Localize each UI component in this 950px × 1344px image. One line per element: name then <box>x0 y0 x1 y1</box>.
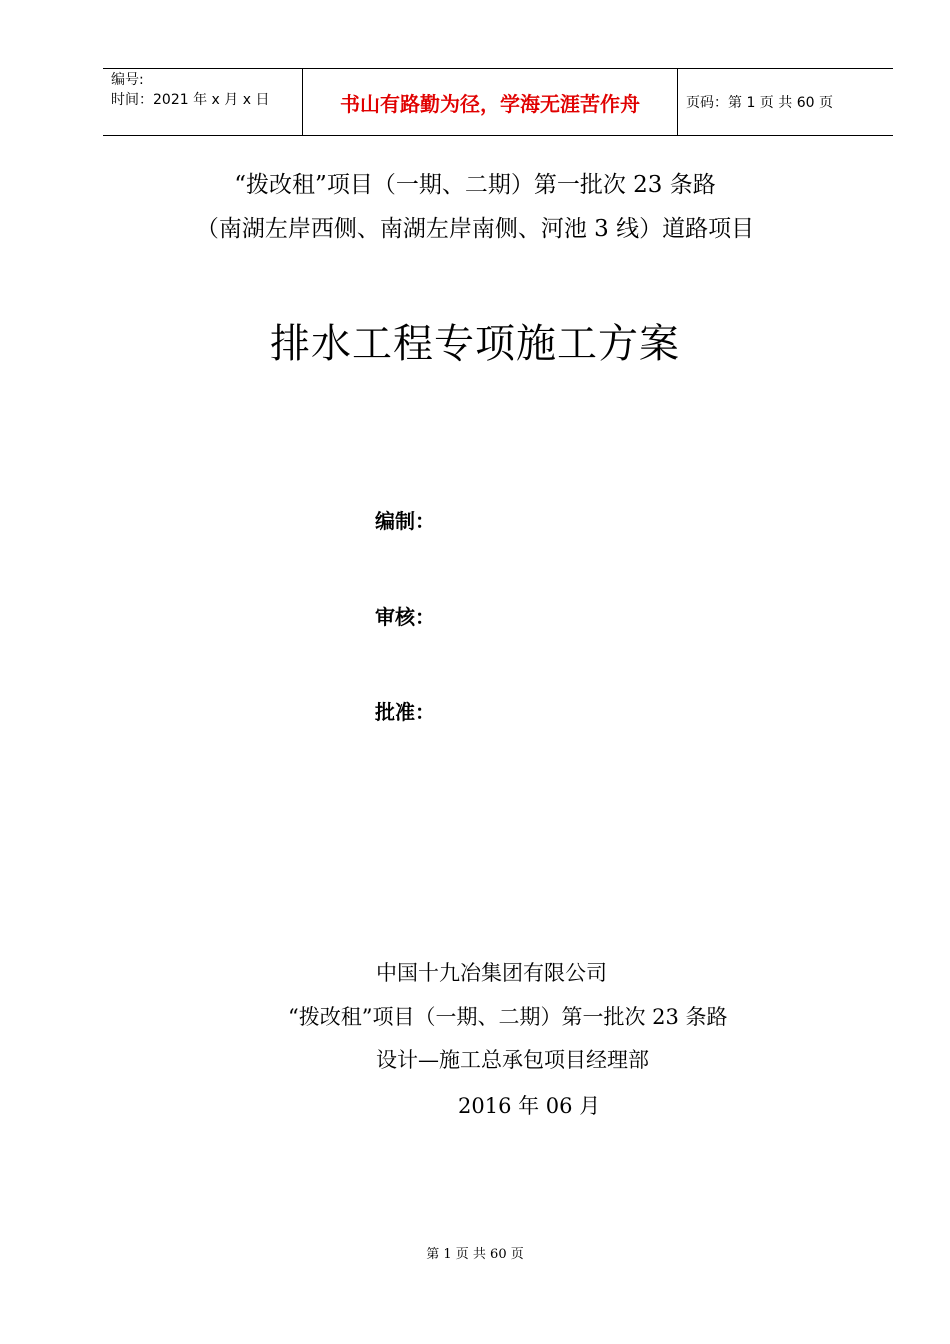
project-title-line-1: “拨改租”项目（一期、二期）第一批次 23 条路 <box>234 172 716 198</box>
motto-text: 书山有路勤为径，学海无涯苦作舟 <box>340 91 640 116</box>
document-main-title: 排水工程专项施工方案 <box>270 321 680 367</box>
issuer-project: “拨改租”项目（一期、二期）第一批次 23 条路 <box>288 1005 728 1029</box>
signoff-edit-label: 编制： <box>375 509 435 533</box>
page-code: 页码：第 1 页 共 60 页 <box>686 95 833 111</box>
header-info-cell <box>103 69 303 135</box>
document-time-label: 时间：2021 年 x 月 x 日 <box>111 92 270 108</box>
issuer-company: 中国十九冶集团有限公司 <box>376 961 607 985</box>
page-number-footer: 第 1 页 共 60 页 <box>426 1247 524 1262</box>
signoff-review-label: 审核： <box>375 605 435 629</box>
issue-date: 2016 年 06 月 <box>458 1094 601 1118</box>
signoff-approve-label: 批准： <box>375 700 435 724</box>
document-number-label: 编号: <box>111 72 144 88</box>
issuer-department: 设计—施工总承包项目经理部 <box>376 1048 649 1072</box>
project-title-line-2: （南湖左岸西侧、南湖左岸南侧、河池 3 线）道路项目 <box>195 216 755 242</box>
header-table <box>103 68 893 136</box>
header-page-cell <box>678 69 893 135</box>
header-motto-cell <box>303 69 678 135</box>
